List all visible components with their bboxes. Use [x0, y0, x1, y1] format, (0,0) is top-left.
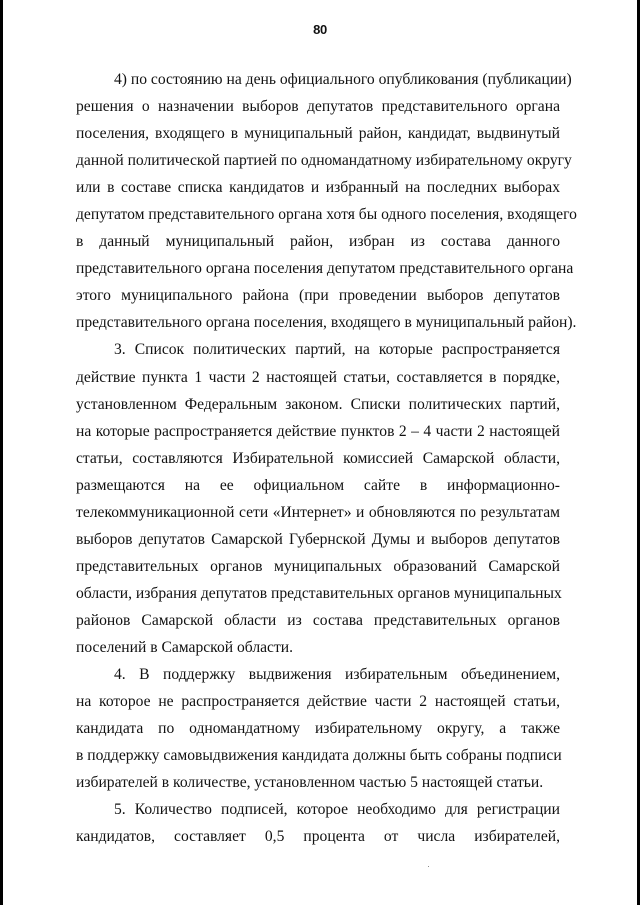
page-number: 80	[313, 22, 327, 37]
document-body	[76, 66, 577, 850]
text-line: представительных органов муниципальных образований Самарской	[76, 557, 560, 575]
text-line: кандидата по одномандатному избирательному округу, а также	[76, 720, 560, 738]
text-line: действие пункта 1 части 2 настоящей статьи, составляется в порядке,	[76, 368, 560, 386]
text-line: 4. В поддержку выдвижения избирательным объединением,	[114, 666, 560, 684]
text-line: районов Самарской области из состава представительных органов	[76, 611, 560, 629]
scan-speck	[428, 866, 429, 867]
text-line: этого муниципального района (при проведении выборов депутатов	[76, 287, 560, 305]
text-line: размещаются на ее официальном сайте в информационно-	[76, 476, 560, 494]
text-line: поселений в Самарской области.	[76, 638, 294, 656]
text-line: решения о назначении выборов депутатов представительного органа	[76, 98, 560, 116]
text-line: установленном Федеральным законом. Списки политических партий,	[76, 395, 560, 413]
text-line: избирателей в количестве, установленном частью 5 настоящей статьи.	[76, 774, 544, 792]
text-line: выборов депутатов Самарской Губернской Думы и выборов депутатов	[76, 530, 560, 548]
text-line: представительного органа поселения, входящего в муниципальный район).	[76, 314, 577, 332]
text-line: представительного органа поселения депутатом представительного органа	[76, 260, 574, 278]
text-line: или в составе списка кандидатов и избранный на последних выборах	[76, 179, 560, 197]
text-line: статьи, составляются Избирательной комиссией Самарской области,	[76, 449, 560, 467]
scan-border-left	[0, 0, 3, 905]
text-line: кандидатов, составляет 0,5 процента от числа избирателей,	[76, 828, 560, 846]
text-line: 4) по состоянию на день официального опубликования (публикации)	[114, 71, 572, 88]
text-line: поселения, входящего в муниципальный район, кандидат, выдвинутый	[76, 125, 560, 143]
text-line: 5. Количество подписей, которое необходимо для регистрации	[114, 801, 560, 819]
text-line: депутатом представительного органа хотя бы одного поселения, входящего	[76, 206, 577, 224]
text-line: области, избрания депутатов представительных органов муниципальных	[76, 584, 562, 602]
text-line: телекоммуникационной сети «Интернет» и обновляются по результатам	[76, 503, 560, 521]
text-line: в поддержку самовыдвижения кандидата должны быть собраны подписи	[76, 747, 562, 765]
text-line: данной политической партией по одномандатному избирательному округу	[76, 152, 572, 170]
text-line: 3. Список политических партий, на которые распространяется	[114, 341, 560, 359]
text-line: в данный муниципальный район, избран из состава данного	[76, 233, 560, 251]
text-line: на которое не распространяется действие части 2 настоящей статьи,	[76, 693, 560, 711]
text-line: на которые распространяется действие пунктов 2 – 4 части 2 настоящей	[76, 422, 560, 440]
